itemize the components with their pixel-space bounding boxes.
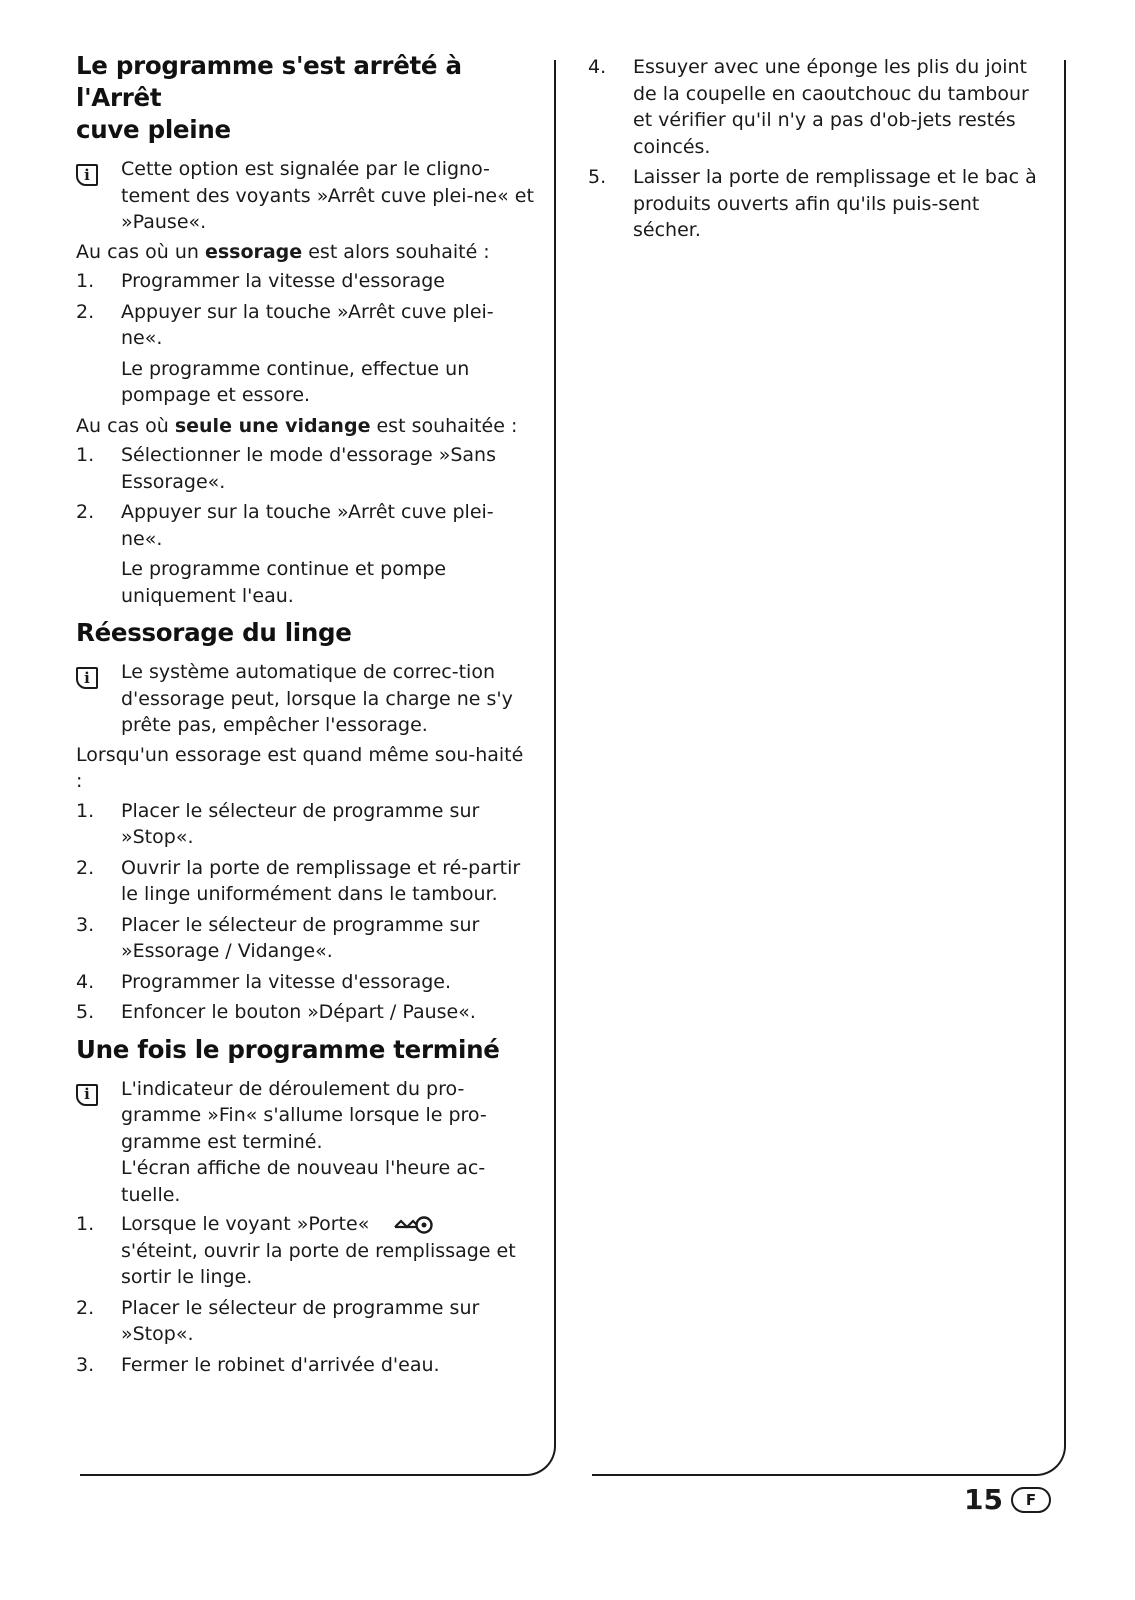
intro-bold: essorage [204, 240, 303, 263]
step-number: 3. [76, 913, 95, 936]
language-badge: F [1011, 1487, 1051, 1513]
rule-mask [592, 60, 1060, 1460]
door-key-icon [393, 1214, 433, 1236]
step-number: 2. [76, 501, 95, 523]
info-text: Le système automatique de correc-tion d'essorage peut, lorsque la charge ne s'y prête pas, empêcher l'essorage. [121, 661, 513, 736]
step-number: 1. [76, 444, 95, 466]
info-icon: i [76, 667, 98, 689]
intro-text: est souhaitée : [370, 414, 518, 437]
steps-list [76, 798, 534, 1026]
section-title: Une fois le programme terminé [76, 1034, 500, 1064]
step-text: Essuyer avec une éponge les plis du joint de la coupelle en caoutchouc du tambour et vérifier qu'il n'y a pas d'ob-jets restés coincés. [633, 56, 1029, 158]
right-column [588, 50, 1038, 248]
step-number: 1. [76, 270, 95, 292]
step-text: Appuyer sur la touche »Arrêt cuve plei-ne«. [121, 300, 494, 349]
section-title [76, 50, 534, 146]
section-arret-cuve-pleine [76, 50, 534, 609]
info-text: L'indicateur de déroulement du pro-gramme »Fin« s'allume lorsque le pro-gramme est terminé. [121, 1077, 487, 1153]
intro-text: est alors souhaité : [302, 240, 490, 263]
list-item [76, 855, 534, 908]
info-icon: i [76, 164, 98, 186]
step-subtext: Le programme continue, effectue un pompage et essore. [121, 357, 470, 406]
step-text: Enfoncer le bouton »Départ / Pause«. [121, 1001, 476, 1023]
step-number: 2. [76, 856, 95, 879]
steps-list [76, 1211, 534, 1378]
section-programme-termine [76, 1034, 534, 1379]
step-number: 2. [76, 1296, 95, 1319]
section-reessorage [76, 617, 534, 1026]
step-text: Laisser la porte de remplissage et le bac à produits ouverts afin qu'ils puis-sent sécher. [633, 166, 1037, 241]
list-item [588, 164, 1038, 244]
step-text: Fermer le robinet d'arrivée d'eau. [121, 1353, 440, 1376]
title-line: cuve pleine [76, 115, 231, 144]
intro-bold: seule une vidange [174, 414, 371, 437]
step-number: 5. [76, 1001, 95, 1023]
title-line: Le programme s'est arrêté à l'Arrêt [76, 51, 462, 112]
list-item [76, 912, 534, 965]
section-title: Réessorage du linge [76, 618, 352, 647]
info-icon: i [76, 1084, 98, 1106]
step-text: s'éteint, ouvrir la porte de remplissage et sortir le linge. [121, 1239, 516, 1288]
list-item [76, 442, 534, 495]
step-text: Sélectionner le mode d'essorage »Sans Essorage«. [121, 444, 496, 493]
step-number: 3. [76, 1353, 95, 1376]
intro-text: Au cas où un [76, 240, 205, 263]
list-item [76, 969, 534, 996]
list-item [76, 268, 534, 295]
step-number: 5. [588, 166, 607, 188]
list-item [76, 1211, 534, 1291]
step-text: Programmer la vitesse d'essorage [121, 270, 445, 292]
list-item [76, 1295, 534, 1348]
step-number: 2. [76, 300, 95, 323]
step-number: 4. [76, 970, 95, 993]
intro-paragraph [76, 239, 534, 266]
step-subtext: Le programme continue et pompe uniquement l'eau. [121, 558, 447, 607]
step-text: Lorsque le voyant »Porte« [121, 1213, 370, 1235]
step-number: 4. [588, 56, 607, 78]
intro-paragraph: Lorsqu'un essorage est quand même sou-haité : [76, 743, 524, 792]
step-text: Programmer la vitesse d'essorage. [121, 970, 452, 993]
list-item [588, 54, 1038, 160]
info-text: Cette option est signalée par le cligno-tement des voyants »Arrêt cuve plei-ne« et »Pause«. [121, 158, 534, 233]
list-item [76, 1352, 534, 1379]
page-footer [964, 1484, 1051, 1516]
intro-text: Au cas où [76, 414, 175, 437]
list-item [76, 499, 534, 609]
info-note [76, 1076, 534, 1209]
list-item [76, 299, 534, 409]
info-note [76, 156, 534, 236]
steps-list [76, 442, 534, 609]
step-number: 1. [76, 799, 95, 822]
step-text: Ouvrir la porte de remplissage et ré-partir le linge uniformément dans le tambour. [121, 856, 521, 905]
list-item [76, 798, 534, 851]
step-text: Placer le sélecteur de programme sur »Essorage / Vidange«. [121, 913, 480, 962]
left-column [76, 50, 534, 1382]
step-text: Appuyer sur la touche »Arrêt cuve plei-ne«. [121, 501, 494, 550]
steps-list [76, 268, 534, 409]
step-number: 1. [76, 1213, 95, 1235]
list-item [76, 999, 534, 1026]
steps-list [588, 54, 1038, 244]
intro-paragraph [76, 413, 534, 440]
step-text: Placer le sélecteur de programme sur »Stop«. [121, 799, 480, 848]
info-subtext: L'écran affiche de nouveau l'heure ac-tuelle. [121, 1157, 486, 1206]
info-note [76, 659, 534, 739]
page-number: 15 [964, 1483, 1003, 1516]
step-text: Placer le sélecteur de programme sur »Stop«. [121, 1296, 480, 1345]
